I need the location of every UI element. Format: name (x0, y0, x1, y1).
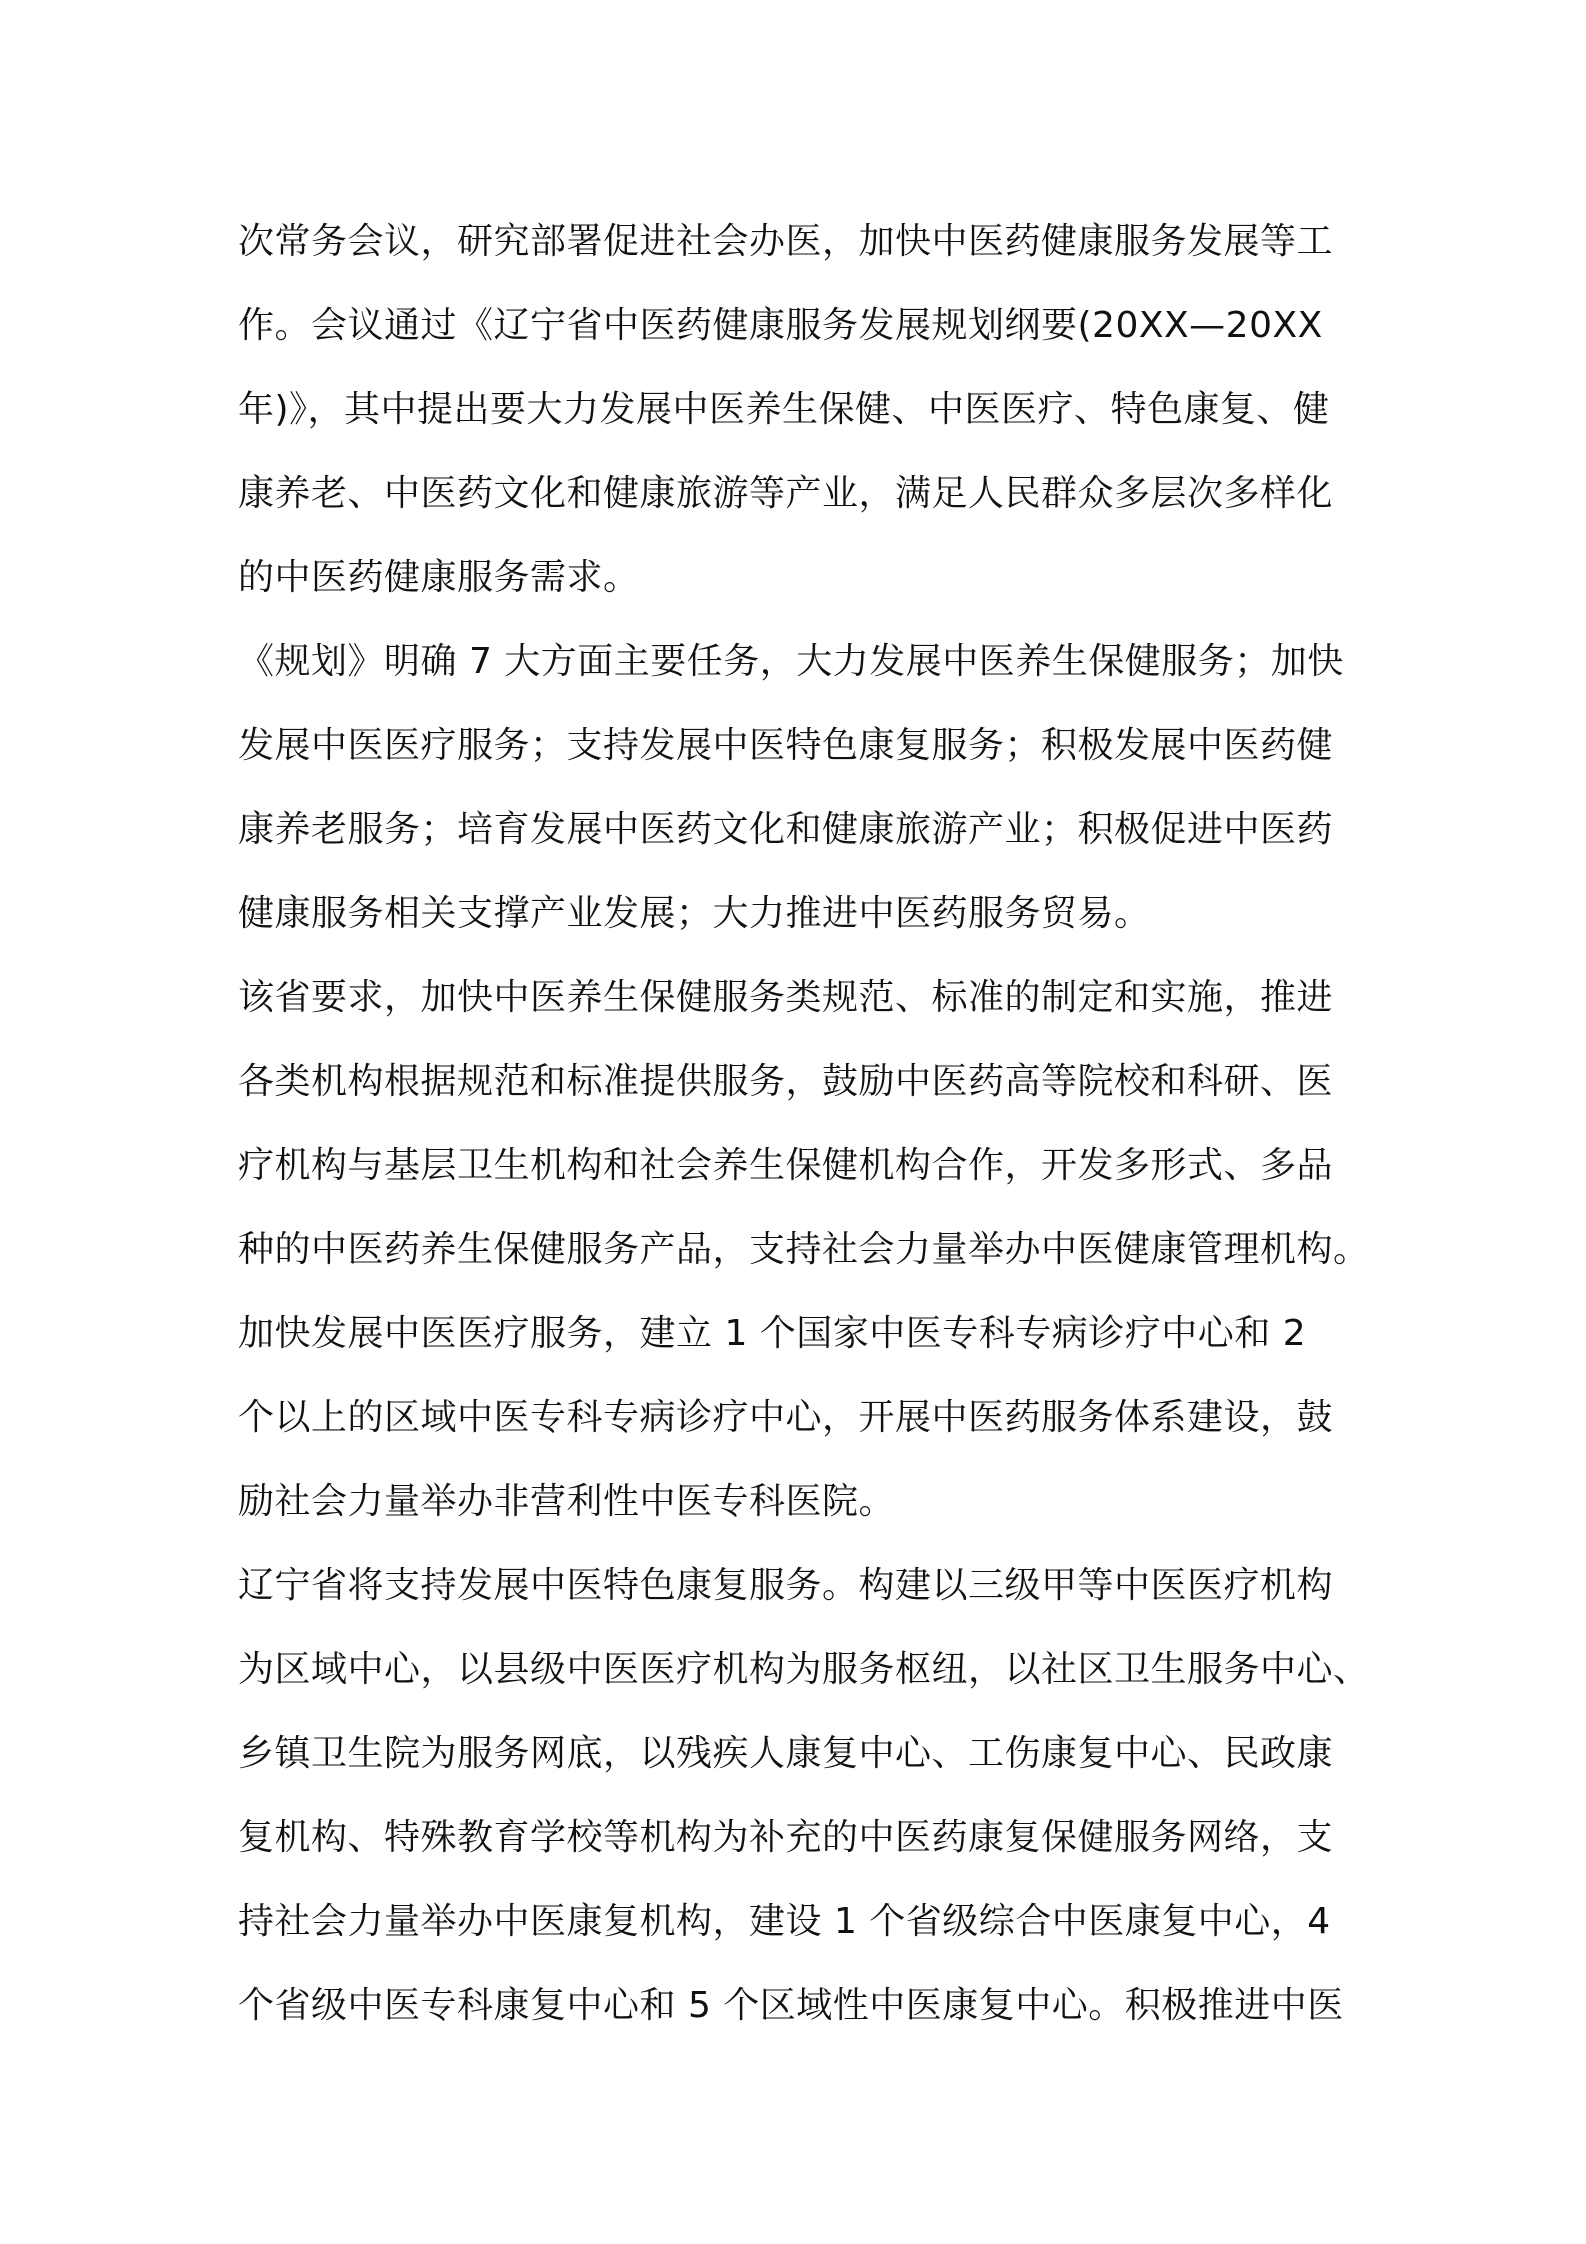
text-line: 的中医药健康服务需求。 (238, 557, 640, 598)
text-line: 个省级中医专科康复中心和 5 个区域性中医康复中心。积极推进中医 (238, 1985, 1344, 2026)
text-line: 种的中医药养生保健服务产品，支持社会力量举办中医健康管理机构。 (238, 1229, 1370, 1270)
text-line: 疗机构与基层卫生机构和社会养生保健机构合作，开发多形式、多品 (238, 1145, 1334, 1186)
text-line: 健康服务相关支撑产业发展；大力推进中医药服务贸易。 (238, 893, 1151, 934)
text-line: 年)》，其中提出要大力发展中医养生保健、中医医疗、特色康复、健 (238, 389, 1330, 430)
text-line: 乡镇卫生院为服务网底，以残疾人康复中心、工伤康复中心、民政康 (238, 1733, 1334, 1774)
text-line: 康养老、中医药文化和健康旅游等产业，满足人民群众多层次多样化 (238, 473, 1334, 514)
text-line: 次常务会议，研究部署促进社会办医，加快中医药健康服务发展等工 (238, 221, 1334, 262)
text-line: 该省要求，加快中医养生保健服务类规范、标准的制定和实施，推进 (238, 977, 1334, 1018)
text-line: 《规划》明确 7 大方面主要任务，大力发展中医养生保健服务；加快 (238, 641, 1344, 682)
text-line: 各类机构根据规范和标准提供服务，鼓励中医药高等院校和科研、医 (238, 1061, 1334, 1102)
text-line: 为区域中心，以县级中医医疗机构为服务枢纽，以社区卫生服务中心、 (238, 1649, 1370, 1690)
text-line: 辽宁省将支持发展中医特色康复服务。构建以三级甲等中医医疗机构 (238, 1565, 1334, 1606)
text-line: 康养老服务；培育发展中医药文化和健康旅游产业；积极促进中医药 (238, 809, 1334, 850)
text-line: 持社会力量举办中医康复机构，建设 1 个省级综合中医康复中心，4 (238, 1901, 1331, 1942)
body-text (238, 200, 1368, 2048)
text-line: 励社会力量举办非营利性中医专科医院。 (238, 1481, 896, 1522)
text-line: 作。会议通过《辽宁省中医药健康服务发展规划纲要(20XX—20XX (238, 305, 1323, 346)
text-line: 复机构、特殊教育学校等机构为补充的中医药康复保健服务网络，支 (238, 1817, 1334, 1858)
text-line: 个以上的区域中医专科专病诊疗中心，开展中医药服务体系建设，鼓 (238, 1397, 1334, 1438)
text-line: 加快发展中医医疗服务，建立 1 个国家中医专科专病诊疗中心和 2 (238, 1313, 1307, 1354)
text-line: 发展中医医疗服务；支持发展中医特色康复服务；积极发展中医药健 (238, 725, 1334, 766)
